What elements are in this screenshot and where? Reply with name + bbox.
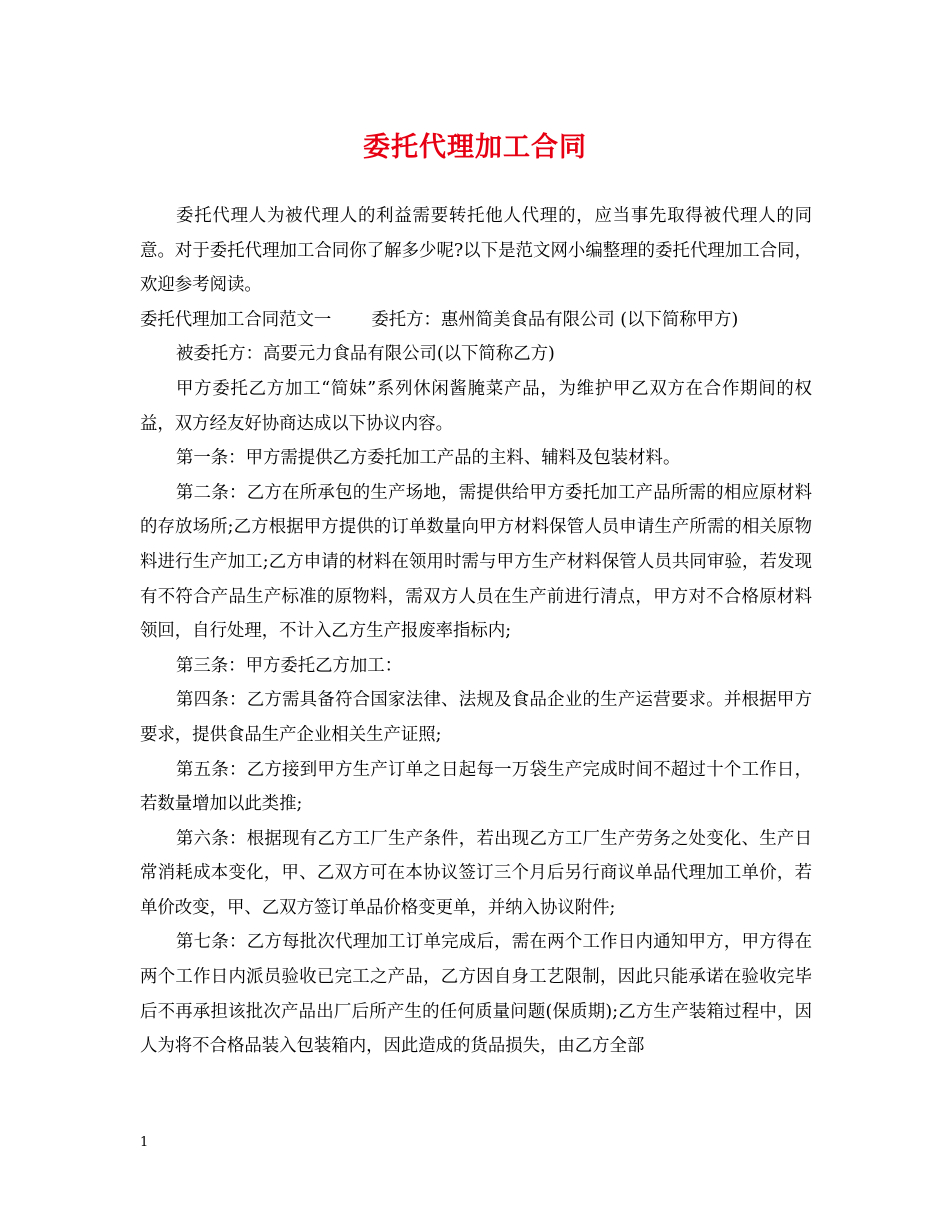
article-2: 第二条：乙方在所承包的生产场地，需提供给甲方委托加工产品所需的相应原材料的存放场所;乙方根据甲方提供的订单数量向甲方材料保管人员申请生产所需的相关原物料进行生产加工;乙方申请的材料在领用时需与甲方生产材料保管人员共同审验，若发现有不符合产品生产标准的原物料，需双方人员在生产前进行清点，甲方对不合格原材料领回，自行处理，不计入乙方生产报废率指标内; [140,482,812,642]
article-7: 第七条：乙方每批次代理加工订单完成后，需在两个工作日内通知甲方，甲方得在两个工作日内派员验收已完工之产品，乙方因自身工艺限制，因此只能承诺在验收完毕后不再承担该批次产品出厂后所产生的任何质量问题(保质期);乙方生产装箱过程中，因人为将不合格品装入包装箱内，因此造成的货品损失，由乙方全部 [140,932,812,1057]
contractor-party: 被委托方：高要元力食品有限公司(以下简称乙方) [176,344,555,365]
document-body [140,199,812,1064]
article-5: 第五条：乙方接到甲方生产订单之日起每一万袋生产完成时间不超过十个工作日，若数量增加以此类推; [140,759,812,815]
sample-heading: 委托代理加工合同范文一 [140,309,332,330]
article-1: 第一条：甲方需提供乙方委托加工产品的主料、辅料及包装材料。 [176,448,681,469]
sample-heading-line [140,303,812,338]
intro-paragraph: 委托代理人为被代理人的利益需要转托他人代理的，应当事先取得被代理人的同意。对于委托代理加工合同你了解多少呢?以下是范文网小编整理的委托代理加工合同，欢迎参考阅读。 [140,206,812,296]
document-title: 委托代理加工合同 [363,132,587,163]
preamble-paragraph: 甲方委托乙方加工“简妹”系列休闲酱腌菜产品，为维护甲乙双方在合作期间的权益，双方经友好协商达成以下协议内容。 [140,378,812,434]
article-6: 第六条：根据现有乙方工厂生产条件，若出现乙方工厂生产劳务之处变化、生产日常消耗成本变化，甲、乙双方可在本协议签订三个月后另行商议单品代理加工单价，若单价改变，甲、乙双方签订单品价格变更单，并纳入协议附件; [140,828,812,918]
client-party: 委托方：惠州简美食品有限公司 (以下简称甲方) [371,309,739,330]
article-3: 第三条：甲方委托乙方加工： [176,655,403,676]
page-number: 1 [140,1135,149,1150]
article-4: 第四条：乙方需具备符合国家法律、法规及食品企业的生产运营要求。并根据甲方要求，提供食品生产企业相关生产证照; [140,690,812,745]
